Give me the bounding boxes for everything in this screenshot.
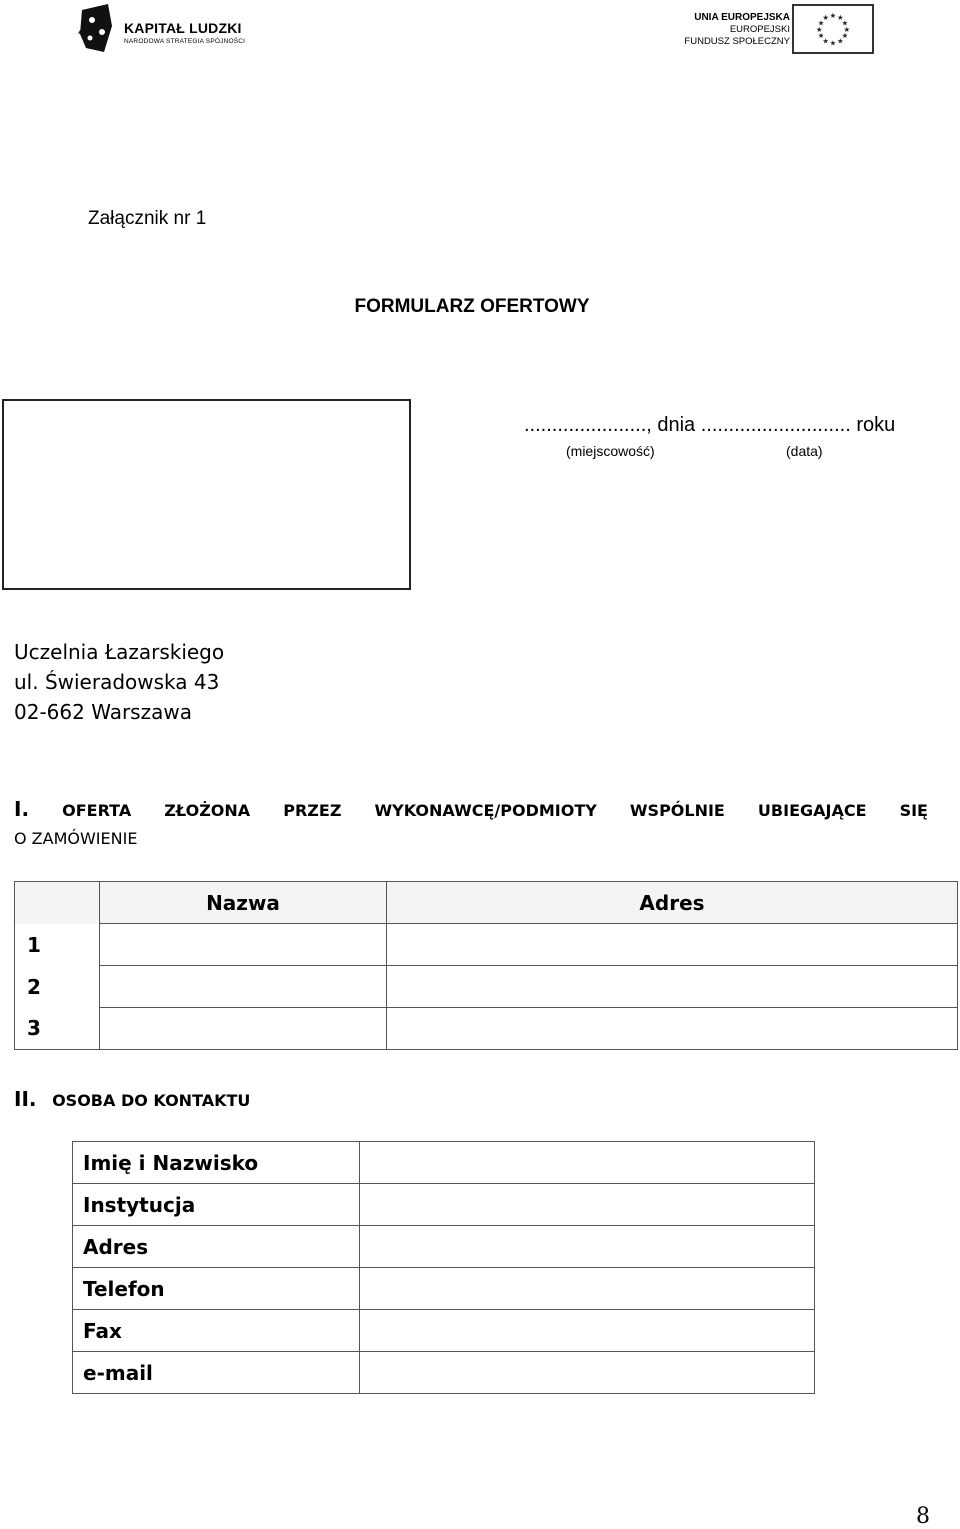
contact-row xyxy=(73,1142,815,1184)
contact-row xyxy=(73,1184,815,1226)
contact-value-field[interactable] xyxy=(360,1268,815,1310)
svg-text:★: ★ xyxy=(841,31,849,41)
place-date-line: ......................, dnia ........................... roku xyxy=(524,414,896,436)
svg-text:★: ★ xyxy=(837,36,844,46)
contact-value-field[interactable] xyxy=(360,1352,815,1394)
svg-text:★: ★ xyxy=(822,36,829,46)
address-cell[interactable] xyxy=(387,1008,958,1050)
contact-row xyxy=(73,1268,815,1310)
contact-label: Imię i Nazwisko xyxy=(73,1142,360,1184)
section1-word: SIĘ xyxy=(899,801,928,820)
eu-flag-icon xyxy=(792,4,874,54)
contact-person-table xyxy=(72,1141,815,1394)
section2-title: OSOBA DO KONTAKTU xyxy=(52,1091,251,1110)
section1-word: ZŁOŻONA xyxy=(164,801,251,820)
section1-numeral: I. xyxy=(14,797,30,821)
row-number: 2 xyxy=(15,966,100,1008)
contact-value-field[interactable] xyxy=(360,1184,815,1226)
svg-text:★: ★ xyxy=(817,31,825,41)
svg-text:★: ★ xyxy=(843,24,851,34)
contact-value-field[interactable] xyxy=(360,1310,815,1352)
svg-text:★: ★ xyxy=(841,18,849,28)
section1-word: OFERTA xyxy=(62,801,132,820)
address-cell[interactable] xyxy=(387,924,958,966)
annex-label: Załącznik nr 1 xyxy=(88,208,207,229)
contact-label: Instytucja xyxy=(73,1184,360,1226)
section1-heading xyxy=(14,797,928,821)
section1-word: WYKONAWCĘ/PODMIOTY xyxy=(374,801,597,820)
eu-logo-line2: EUROPEJSKI xyxy=(729,24,790,35)
table-row xyxy=(15,1008,958,1050)
logo-title: KAPITAŁ LUDZKI xyxy=(124,20,242,36)
contact-value-field[interactable] xyxy=(360,1142,815,1184)
svg-text:★: ★ xyxy=(837,12,844,22)
address-cell[interactable] xyxy=(387,966,958,1008)
recipient-street: ul. Świeradowska 43 xyxy=(14,670,220,694)
section2-numeral: II. xyxy=(14,1087,37,1111)
contact-value-field[interactable] xyxy=(360,1226,815,1268)
contact-row xyxy=(73,1352,815,1394)
contact-row xyxy=(73,1310,815,1352)
section1-word: PRZEZ xyxy=(283,801,342,820)
name-cell[interactable] xyxy=(100,924,387,966)
table-header-row xyxy=(15,882,958,924)
svg-text:★: ★ xyxy=(829,10,837,20)
svg-text:★: ★ xyxy=(829,38,837,48)
section1-heading-continuation: O ZAMÓWIENIE xyxy=(14,829,138,848)
table-row xyxy=(15,966,958,1008)
table-header-number xyxy=(15,882,100,924)
contractors-table xyxy=(14,881,958,1050)
row-number: 1 xyxy=(15,924,100,966)
kapital-ludzki-logo xyxy=(78,4,248,56)
contact-label: Adres xyxy=(73,1226,360,1268)
contact-row xyxy=(73,1226,815,1268)
recipient-name: Uczelnia Łazarskiego xyxy=(14,640,225,664)
name-cell[interactable] xyxy=(100,966,387,1008)
contact-label: Telefon xyxy=(73,1268,360,1310)
eu-logo-line1: UNIA EUROPEJSKA xyxy=(694,12,790,23)
form-title: FORMULARZ OFERTOWY xyxy=(354,296,590,317)
stamp-box xyxy=(2,399,411,590)
eu-logo xyxy=(684,4,878,56)
table-header-address: Adres xyxy=(387,882,958,924)
name-cell[interactable] xyxy=(100,1008,387,1050)
table-row xyxy=(15,924,958,966)
svg-text:★: ★ xyxy=(817,18,825,28)
section1-word: UBIEGAJĄCE xyxy=(757,801,867,820)
kapital-ludzki-logo-icon xyxy=(78,4,116,54)
contact-label: e-mail xyxy=(73,1352,360,1394)
table-header-name: Nazwa xyxy=(100,882,387,924)
eu-logo-text xyxy=(684,12,790,48)
recipient-city: 02-662 Warszawa xyxy=(14,700,192,724)
section2-heading xyxy=(14,1087,250,1111)
section1-word: WSPÓLNIE xyxy=(629,801,725,820)
eu-logo-line3: FUNDUSZ SPOŁECZNY xyxy=(684,36,790,47)
svg-text:★: ★ xyxy=(815,24,823,34)
row-number: 3 xyxy=(15,1008,100,1050)
svg-text:★: ★ xyxy=(822,12,829,22)
logo-subtitle: NARODOWA STRATEGIA SPÓJNOŚCI xyxy=(124,38,246,45)
date-caption: (data) xyxy=(786,443,823,459)
place-caption: (miejscowość) xyxy=(566,443,655,459)
page-number: 8 xyxy=(916,1504,930,1529)
contact-label: Fax xyxy=(73,1310,360,1352)
